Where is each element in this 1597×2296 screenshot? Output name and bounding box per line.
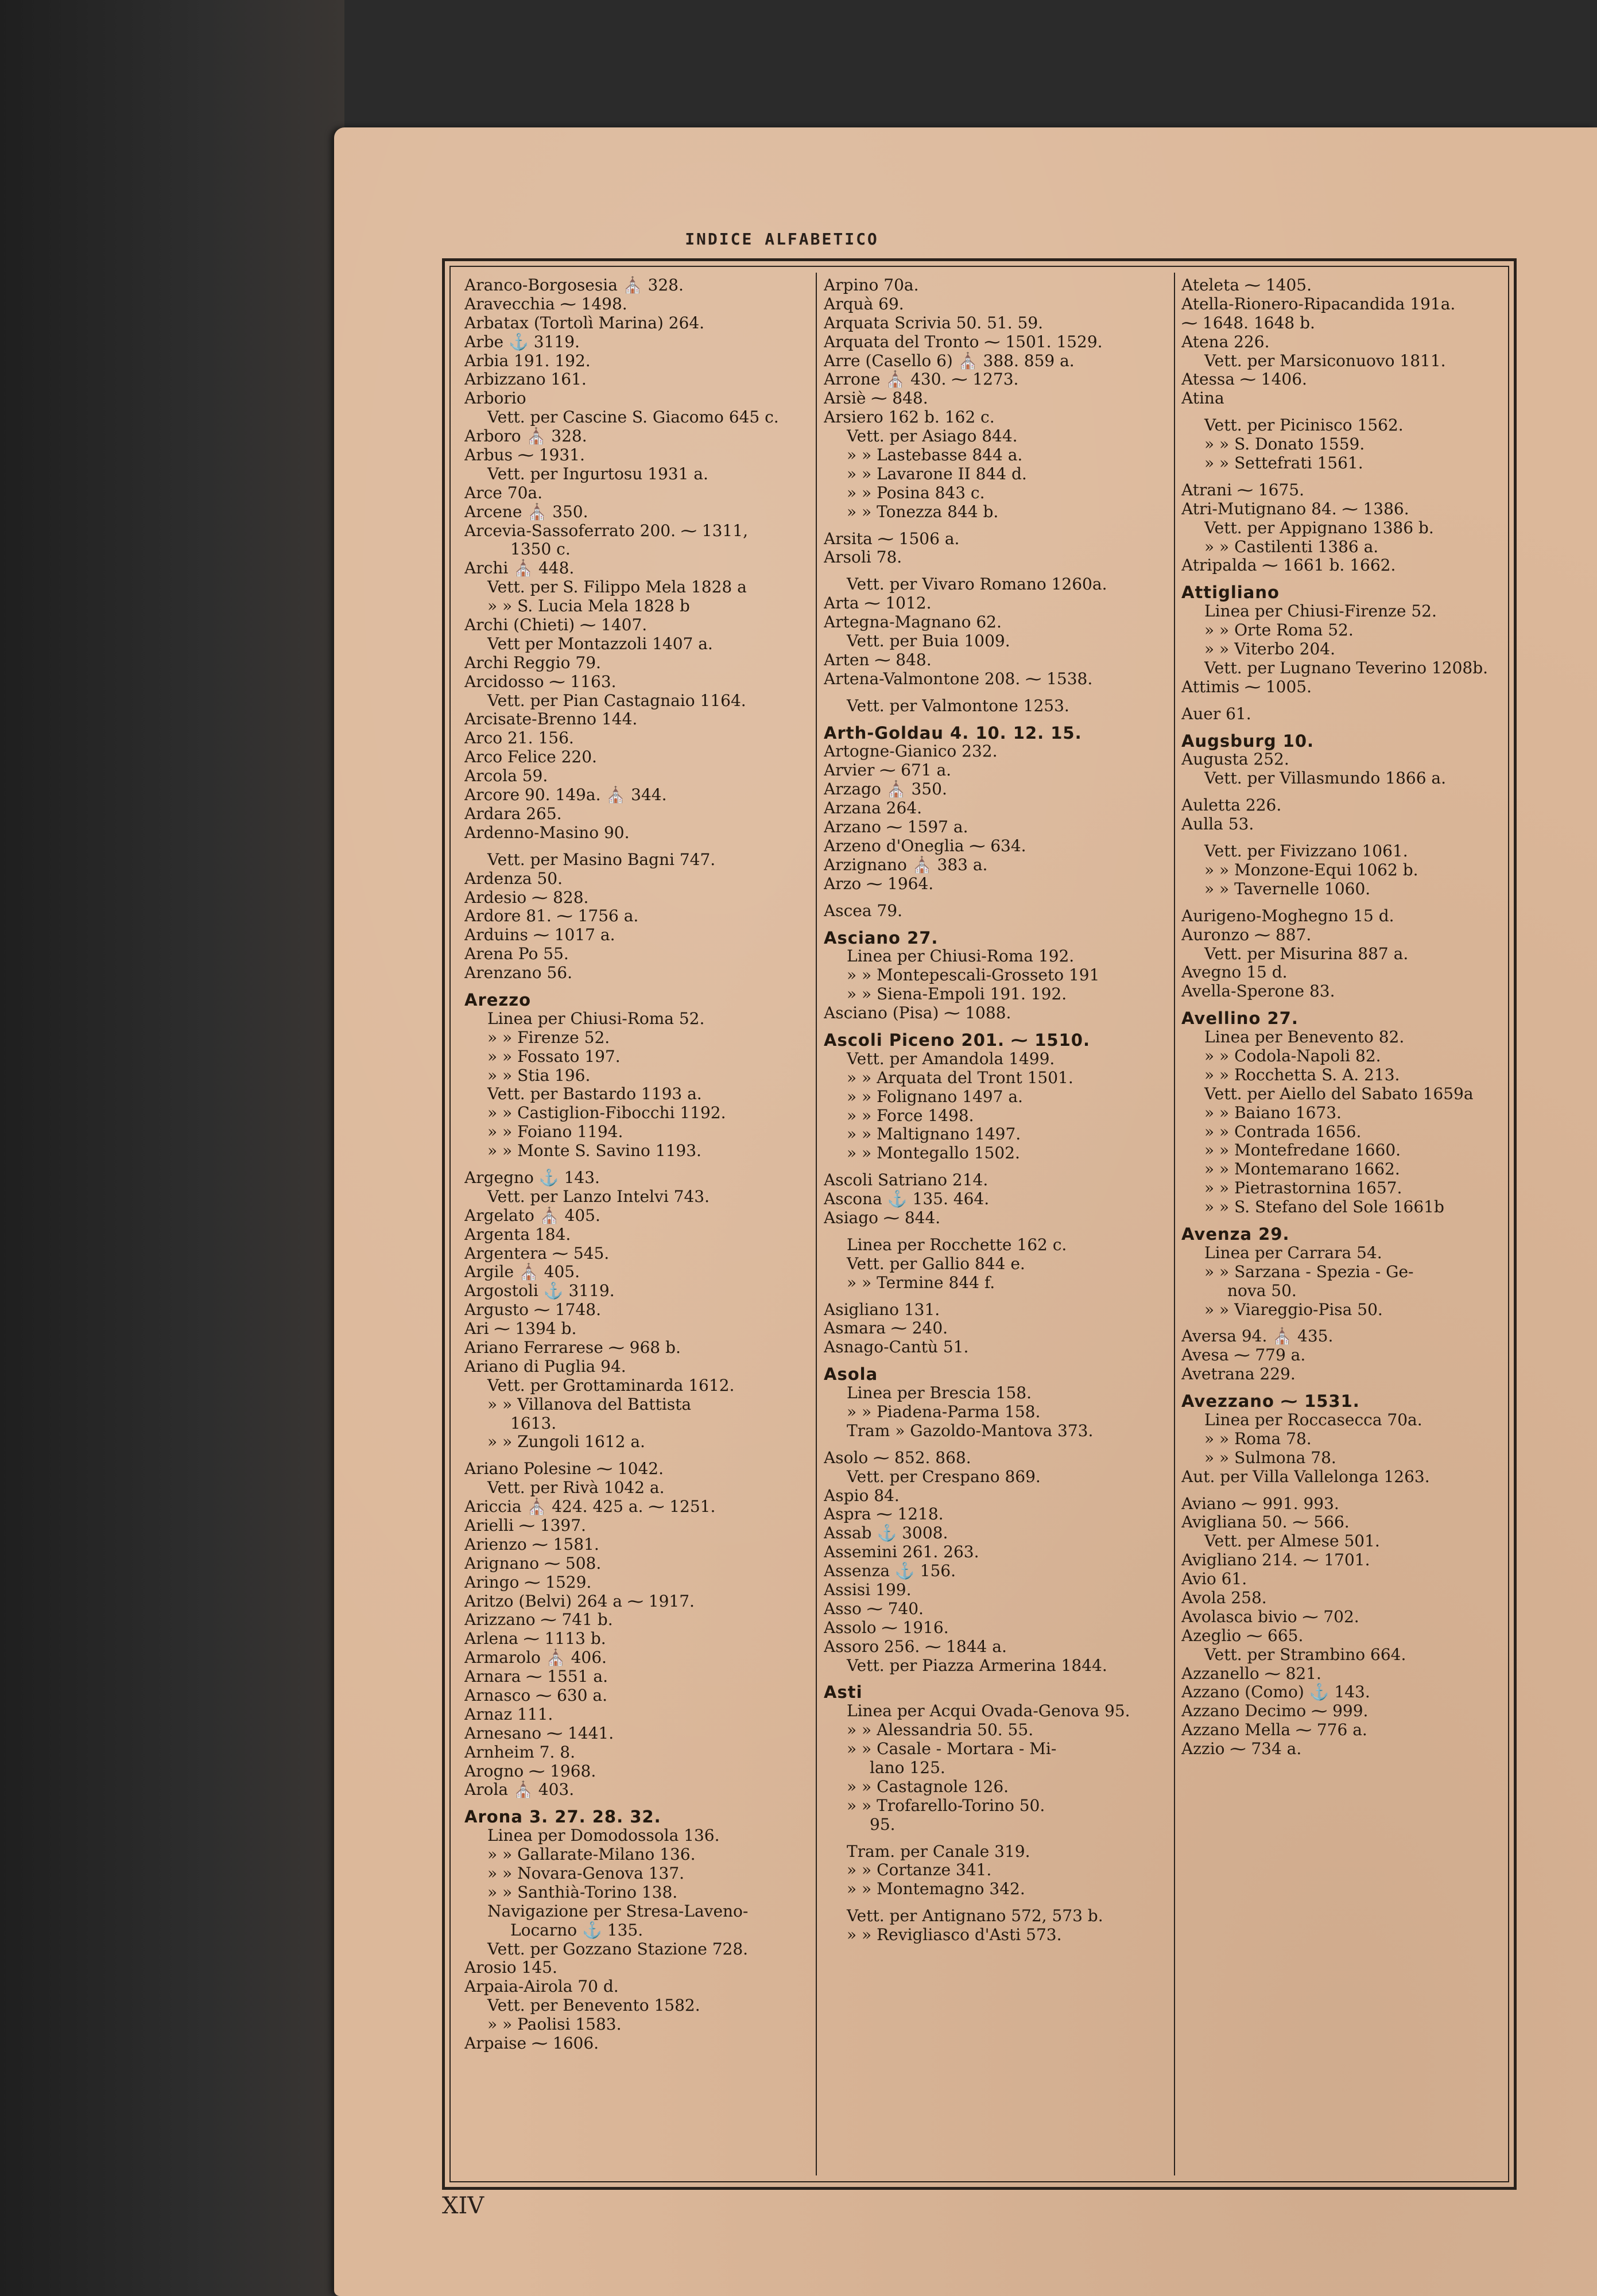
index-entry: Arcevia-Sassoferrato 200. ⁓ 1311, — [464, 521, 748, 540]
index-entry: Archi (Chieti) ⁓ 1407. — [464, 616, 648, 635]
index-entry: Aviano ⁓ 991. 993. — [1181, 1494, 1339, 1513]
index-entry: Atrani ⁓ 1675. — [1181, 480, 1305, 499]
index-entry: Argenta 184. — [464, 1225, 571, 1244]
index-entry: Ardenno-Masino 90. — [464, 823, 630, 842]
index-entry: Navigazione per Stresa-Laveno- — [487, 1902, 749, 1921]
index-entry: Arona 3. 27. 28. 32. — [464, 1808, 661, 1827]
index-entry: Arduins ⁓ 1017 a. — [464, 926, 615, 945]
index-entry: Avezzano ⁓ 1531. — [1181, 1392, 1360, 1411]
index-entry: Arsita ⁓ 1506 a. — [824, 529, 960, 548]
index-entry: » » Zungoli 1612 a. — [487, 1433, 645, 1452]
index-entry: Arce 70a. — [464, 483, 542, 502]
index-entry: » » Piadena-Parma 158. — [847, 1402, 1041, 1421]
index-entry: Ariccia ⛪ 424. 425 a. ⁓ 1251. — [464, 1498, 716, 1517]
index-entry: Ardenza 50. — [464, 869, 563, 888]
index-entry: Avella-Sperone 83. — [1181, 982, 1335, 1001]
index-entry: Asola — [824, 1365, 878, 1384]
index-entry: Vett. per Picinisco 1562. — [1204, 416, 1404, 435]
document-page — [334, 127, 1597, 2296]
index-entry: 95. — [870, 1815, 896, 1834]
index-entry: Assenza ⚓ 156. — [824, 1562, 956, 1581]
index-entry: » » S. Lucia Mela 1828 b — [487, 597, 690, 616]
index-entry: Ardara 265. — [464, 804, 562, 823]
index-entry: » » Montegallo 1502. — [847, 1144, 1020, 1163]
index-entry: Vett. per Valmontone 1253. — [847, 696, 1069, 715]
index-entry: Vett. per Bastardo 1193 a. — [487, 1085, 702, 1104]
index-entry: Avio 61. — [1181, 1570, 1247, 1589]
index-entry: Avetrana 229. — [1181, 1365, 1296, 1384]
column-divider — [1174, 273, 1175, 2175]
index-entry: Artogne-Gianico 232. — [824, 742, 998, 761]
index-entry: Arbizzano 161. — [464, 370, 587, 389]
index-entry: Arenzano 56. — [464, 964, 572, 983]
index-entry: Asnago-Cantù 51. — [824, 1338, 969, 1357]
index-entry: 1613. — [510, 1414, 557, 1433]
index-entry: Avigliano 214. ⁓ 1701. — [1181, 1551, 1370, 1570]
index-column-2 — [824, 276, 1162, 1945]
index-entry: Ariano Ferrarese ⁓ 968 b. — [464, 1338, 681, 1357]
index-entry: Vett. per Buia 1009. — [847, 632, 1010, 651]
index-entry: Arten ⁓ 848. — [824, 650, 932, 669]
index-entry: » » Viareggio-Pisa 50. — [1204, 1300, 1383, 1319]
index-entry: Vett. per Rivà 1042 a. — [487, 1479, 665, 1498]
index-entry: Atri-Mutignano 84. ⁓ 1386. — [1181, 499, 1409, 518]
index-entry: » » Foiano 1194. — [487, 1123, 623, 1142]
index-entry: Vett. per Crespano 869. — [847, 1467, 1041, 1486]
index-entry: Arre (Casello 6) ⛪ 388. 859 a. — [824, 351, 1075, 370]
index-entry: Arpaia-Airola 70 d. — [464, 1977, 619, 1996]
index-entry: Arboro ⛪ 328. — [464, 427, 587, 446]
index-entry: Augsburg 10. — [1181, 731, 1315, 751]
index-column-1 — [464, 276, 803, 2053]
index-entry: Asti — [824, 1683, 863, 1702]
index-entry: » » Contrada 1656. — [1204, 1122, 1362, 1141]
index-entry: Ardore 81. ⁓ 1756 a. — [464, 907, 639, 926]
index-entry: Arnesano ⁓ 1441. — [464, 1724, 614, 1743]
index-entry: Tram. per Canale 319. — [847, 1842, 1030, 1861]
index-entry: » » Casale - Mortara - Mi- — [847, 1740, 1057, 1759]
index-entry: Linea per Chiusi-Roma 192. — [847, 947, 1075, 966]
index-entry: » » Roma 78. — [1204, 1429, 1312, 1448]
index-entry: Vett. per Asiago 844. — [847, 427, 1018, 446]
index-entry: Ascea 79. — [824, 901, 902, 920]
index-entry: Assemini 261. 263. — [824, 1543, 979, 1562]
index-entry: Vett. per Gozzano Stazione 728. — [487, 1940, 749, 1958]
index-entry: Vett. per Almese 501. — [1204, 1532, 1380, 1551]
index-entry: Avenza 29. — [1181, 1224, 1290, 1244]
index-entry: » » Montefredane 1660. — [1204, 1141, 1401, 1160]
index-entry: Arbatax (Tortolì Marina) 264. — [464, 313, 705, 332]
index-entry: Arezzo — [464, 990, 532, 1010]
column-divider — [816, 273, 817, 2175]
index-entry: Linea per Carrara 54. — [1204, 1243, 1382, 1262]
index-entry: Asso ⁓ 740. — [824, 1599, 924, 1618]
index-entry: Artegna-Magnano 62. — [824, 613, 1002, 632]
index-entry: Vett. per S. Filippo Mela 1828 a — [487, 578, 747, 597]
index-entry: Argusto ⁓ 1748. — [464, 1301, 601, 1320]
index-entry: Armarolo ⛪ 406. — [464, 1649, 607, 1667]
index-entry: Locarno ⚓ 135. — [510, 1921, 644, 1940]
index-entry: Arbe ⚓ 3119. — [464, 332, 580, 351]
index-entry: » » Trofarello-Torino 50. — [847, 1796, 1045, 1815]
index-entry: » » Santhià-Torino 138. — [487, 1883, 678, 1902]
index-entry: » » Force 1498. — [847, 1106, 974, 1125]
index-entry: Arvier ⁓ 671 a. — [824, 761, 952, 780]
index-entry: Attimis ⁓ 1005. — [1181, 677, 1312, 696]
index-entry: » » Montepescali-Grosseto 191 — [847, 966, 1100, 985]
index-entry: Vett. per Piazza Armerina 1844. — [847, 1656, 1107, 1675]
index-entry: » » Gallarate-Milano 136. — [487, 1845, 696, 1864]
index-entry: Assab ⚓ 3008. — [824, 1524, 948, 1543]
index-entry: Arquà 69. — [824, 294, 904, 313]
index-entry: Avigliana 50. ⁓ 566. — [1181, 1513, 1350, 1532]
index-entry: Arignano ⁓ 508. — [464, 1554, 602, 1573]
index-entry: Auer 61. — [1181, 704, 1251, 723]
index-entry: Azzano Decimo ⁓ 999. — [1181, 1702, 1369, 1721]
index-entry: » » Termine 844 f. — [847, 1273, 995, 1292]
index-entry: Aspra ⁓ 1218. — [824, 1505, 944, 1524]
index-entry: nova 50. — [1227, 1281, 1297, 1300]
index-entry: Avesa ⁓ 779 a. — [1181, 1346, 1306, 1365]
index-entry: » » Orte Roma 52. — [1204, 621, 1354, 640]
index-entry: » » Viterbo 204. — [1204, 640, 1335, 659]
index-entry: Linea per Roccasecca 70a. — [1204, 1410, 1422, 1429]
index-entry: Linea per Chiusi-Roma 52. — [487, 1009, 705, 1028]
index-entry: Avola 258. — [1181, 1589, 1267, 1607]
index-entry: Aravecchia ⁓ 1498. — [464, 294, 627, 313]
page-number: XIV — [442, 2193, 484, 2219]
index-entry: » » Castiglion-Fibocchi 1192. — [487, 1104, 726, 1123]
index-entry: 1350 c. — [510, 540, 571, 559]
index-entry: Ariano Polesine ⁓ 1042. — [464, 1460, 664, 1479]
index-entry: Vett. per Pian Castagnaio 1164. — [487, 691, 746, 710]
index-entry: Atessa ⁓ 1406. — [1181, 370, 1307, 389]
index-entry: Asiago ⁓ 844. — [824, 1208, 941, 1227]
index-entry: Assolo ⁓ 1916. — [824, 1618, 949, 1637]
index-entry: Attigliano — [1181, 583, 1280, 603]
index-entry: Arco 21. 156. — [464, 729, 574, 748]
index-entry: Aritzo (Belvi) 264 a ⁓ 1917. — [464, 1592, 695, 1611]
index-entry: Aurigeno-Moghegno 15 d. — [1181, 906, 1394, 925]
index-entry: Argentera ⁓ 545. — [464, 1244, 610, 1263]
index-entry: Ari ⁓ 1394 b. — [464, 1320, 577, 1339]
index-entry: Linea per Domodossola 136. — [487, 1826, 720, 1845]
index-entry: » » Stia 196. — [487, 1066, 591, 1085]
index-entry: Arena Po 55. — [464, 945, 569, 964]
index-entry: Asolo ⁓ 852. 868. — [824, 1448, 971, 1467]
index-entry: » » Fossato 197. — [487, 1047, 621, 1066]
index-entry: » » Castagnole 126. — [847, 1777, 1009, 1796]
index-entry: Arrone ⛪ 430. ⁓ 1273. — [824, 370, 1019, 389]
index-entry: Aringo ⁓ 1529. — [464, 1573, 592, 1592]
index-entry: Tram » Gazoldo-Mantova 373. — [847, 1421, 1094, 1440]
index-entry: » » Settefrati 1561. — [1204, 454, 1363, 473]
index-entry: Aulla 53. — [1181, 815, 1254, 834]
index-entry: » » Maltignano 1497. — [847, 1125, 1021, 1144]
index-entry: Vett. per Masino Bagni 747. — [487, 850, 716, 869]
index-entry: Vett. per Lanzo Intelvi 743. — [487, 1187, 710, 1206]
index-entry: » » Folignano 1497 a. — [847, 1087, 1023, 1106]
index-entry: Arpino 70a. — [824, 276, 919, 294]
index-entry: Vett. per Villasmundo 1866 a. — [1204, 769, 1447, 788]
index-entry: Arco Felice 220. — [464, 748, 597, 767]
page-header: INDICE ALFABETICO — [685, 230, 879, 249]
index-entry: » » Novara-Genova 137. — [487, 1864, 685, 1883]
index-entry: Arpaise ⁓ 1606. — [464, 2034, 599, 2053]
index-entry: Vett. per Appignano 1386 b. — [1204, 518, 1434, 537]
index-entry: Arsiè ⁓ 848. — [824, 389, 928, 408]
index-entry: Vett. per Antignano 572, 573 b. — [847, 1907, 1103, 1926]
index-entry: lano 125. — [870, 1759, 945, 1778]
index-entry: Linea per Acqui Ovada-Genova 95. — [847, 1702, 1130, 1721]
index-entry: Atena 226. — [1181, 332, 1270, 351]
index-entry: Vett. per Amandola 1499. — [847, 1049, 1055, 1068]
index-entry: Vett. per Strambino 664. — [1204, 1645, 1406, 1664]
index-entry: » » Monte S. Savino 1193. — [487, 1142, 701, 1161]
index-entry: Ascoli Piceno 201. ⁓ 1510. — [824, 1030, 1090, 1050]
index-entry: Arsoli 78. — [824, 548, 902, 567]
index-entry: Arth-Goldau 4. 10. 12. 15. — [824, 723, 1082, 743]
index-entry: » » Revigliasco d'Asti 573. — [847, 1926, 1062, 1945]
index-entry: Linea per Chiusi-Firenze 52. — [1204, 602, 1437, 621]
index-entry: » » Montemagno 342. — [847, 1880, 1025, 1899]
index-entry: Aut. per Villa Vallelonga 1263. — [1181, 1467, 1430, 1486]
index-entry: Asigliano 131. — [824, 1300, 940, 1319]
index-entry: Argile ⛪ 405. — [464, 1263, 580, 1282]
index-entry: Arizzano ⁓ 741 b. — [464, 1611, 613, 1630]
index-entry: Arzano ⁓ 1597 a. — [824, 818, 968, 837]
index-entry: Arzeno d'Oneglia ⁓ 634. — [824, 836, 1026, 855]
index-entry: » » Tavernelle 1060. — [1204, 879, 1371, 898]
index-entry: » » Posina 843 c. — [847, 483, 985, 502]
index-entry: Atina — [1181, 389, 1224, 408]
index-entry: Arquata del Tronto ⁓ 1501. 1529. — [824, 332, 1103, 351]
index-entry: Arnara ⁓ 1551 a. — [464, 1667, 608, 1686]
index-entry: » » S. Donato 1559. — [1204, 435, 1365, 454]
index-entry: Ascoli Satriano 214. — [824, 1171, 989, 1190]
index-entry: Arola ⛪ 403. — [464, 1781, 575, 1799]
index-entry: Vett. per Fivizzano 1061. — [1204, 842, 1408, 861]
index-entry: Arienzo ⁓ 1581. — [464, 1535, 599, 1554]
index-entry: Argegno ⚓ 143. — [464, 1168, 600, 1187]
index-entry: Aranco-Borgosesia ⛪ 328. — [464, 276, 684, 294]
index-entry: Arcola 59. — [464, 767, 548, 786]
index-entry: Azzanello ⁓ 821. — [1181, 1664, 1321, 1683]
index-entry: Ascona ⚓ 135. 464. — [824, 1190, 990, 1209]
index-entry: Arzignano ⛪ 383 a. — [824, 855, 988, 874]
index-entry: Aversa 94. ⛪ 435. — [1181, 1327, 1334, 1346]
index-entry: Arsiero 162 b. 162 c. — [824, 408, 995, 427]
index-entry: Assoro 256. ⁓ 1844 a. — [824, 1637, 1007, 1656]
index-entry: » » Pietrastornina 1657. — [1204, 1179, 1402, 1198]
index-entry: Vett. per Cascine S. Giacomo 645 c. — [487, 408, 779, 427]
index-entry: Atella-Rionero-Ripacandida 191a. — [1181, 294, 1456, 313]
index-entry: Arzana 264. — [824, 799, 922, 818]
index-entry: Aspio 84. — [824, 1486, 900, 1505]
index-entry: Arnheim 7. 8. — [464, 1743, 575, 1762]
index-entry: Arbus ⁓ 1931. — [464, 446, 585, 465]
index-entry: Ateleta ⁓ 1405. — [1181, 276, 1312, 294]
index-entry: » » Arquata del Tront 1501. — [847, 1068, 1073, 1087]
index-entry: Vett. per Grottaminarda 1612. — [487, 1376, 735, 1395]
index-entry: Vett. per Benevento 1582. — [487, 1996, 700, 2015]
index-entry: Arogno ⁓ 1968. — [464, 1762, 596, 1781]
index-entry: Argelato ⛪ 405. — [464, 1206, 600, 1225]
index-entry: » » S. Stefano del Sole 1661b — [1204, 1198, 1444, 1217]
background-left — [0, 0, 344, 2296]
index-entry: » » Lavarone II 844 d. — [847, 464, 1027, 483]
index-entry: Arnasco ⁓ 630 a. — [464, 1686, 607, 1705]
index-entry: » » Villanova del Battista — [487, 1395, 692, 1414]
index-entry: Linea per Brescia 158. — [847, 1384, 1032, 1403]
index-entry: Arcidosso ⁓ 1163. — [464, 672, 617, 691]
index-entry: Arborio — [464, 389, 526, 408]
index-entry: Avellino 27. — [1181, 1009, 1298, 1029]
index-entry: Vett. per Marsiconuovo 1811. — [1204, 351, 1446, 370]
index-entry: Augusta 252. — [1181, 750, 1289, 769]
index-entry: » » Montemarano 1662. — [1204, 1160, 1400, 1179]
index-entry: » » Lastebasse 844 a. — [847, 446, 1023, 465]
index-entry: Linea per Rocchette 162 c. — [847, 1235, 1067, 1254]
index-entry: Ariano di Puglia 94. — [464, 1357, 626, 1376]
index-entry: Assisi 199. — [824, 1581, 912, 1599]
index-entry: » » Cortanze 341. — [847, 1861, 992, 1880]
index-entry: Vett. per Ingurtosu 1931 a. — [487, 464, 708, 483]
index-entry: Avolasca bivio ⁓ 702. — [1181, 1607, 1359, 1626]
index-column-3 — [1181, 276, 1512, 1759]
index-entry: Azzio ⁓ 734 a. — [1181, 1740, 1302, 1759]
index-entry: Vett. per Aiello del Sabato 1659a — [1204, 1084, 1474, 1103]
index-entry: Archi Reggio 79. — [464, 653, 601, 672]
index-entry: » » Sulmona 78. — [1204, 1448, 1336, 1467]
index-entry: Argostoli ⚓ 3119. — [464, 1282, 615, 1301]
index-entry: Auronzo ⁓ 887. — [1181, 925, 1312, 944]
index-entry: Artena-Valmontone 208. ⁓ 1538. — [824, 669, 1093, 688]
index-entry: Vett. per Gallio 844 e. — [847, 1254, 1025, 1273]
index-entry: Azzano (Como) ⚓ 143. — [1181, 1683, 1370, 1702]
index-entry: ⁓ 1648. 1648 b. — [1181, 313, 1315, 332]
index-entry: Arzago ⛪ 350. — [824, 780, 947, 799]
index-entry: Asciano 27. — [824, 928, 939, 948]
index-entry: Azeglio ⁓ 665. — [1181, 1626, 1304, 1645]
index-entry: Arielli ⁓ 1397. — [464, 1517, 586, 1535]
index-entry: Arcene ⛪ 350. — [464, 502, 588, 521]
index-entry: » » Alessandria 50. 55. — [847, 1721, 1034, 1740]
index-entry: » » Tonezza 844 b. — [847, 502, 999, 521]
index-entry: Arcore 90. 149a. ⛪ 344. — [464, 786, 667, 805]
index-frame — [442, 258, 1517, 2190]
index-entry: Arquata Scrivia 50. 51. 59. — [824, 313, 1044, 332]
index-entry: » » Castilenti 1386 a. — [1204, 537, 1379, 556]
index-entry: » » Codola-Napoli 82. — [1204, 1046, 1381, 1065]
index-entry: Auletta 226. — [1181, 796, 1282, 815]
index-entry: Vett. per Misurina 887 a. — [1204, 944, 1409, 963]
index-entry: Linea per Benevento 82. — [1204, 1028, 1405, 1047]
index-entry: Archi ⛪ 448. — [464, 559, 575, 578]
index-entry: Avegno 15 d. — [1181, 963, 1288, 982]
index-entry: Asciano (Pisa) ⁓ 1088. — [824, 1004, 1011, 1023]
index-entry: » » Firenze 52. — [487, 1028, 610, 1047]
index-entry: » » Sarzana - Spezia - Ge- — [1204, 1262, 1414, 1281]
index-entry: » » Rocchetta S. A. 213. — [1204, 1065, 1400, 1084]
index-entry: Asmara ⁓ 240. — [824, 1319, 948, 1338]
index-entry: Arnaz 111. — [464, 1705, 553, 1724]
index-entry: » » Monzone-Equi 1062 b. — [1204, 860, 1418, 879]
index-entry: Vett per Montazzoli 1407 a. — [487, 634, 713, 653]
index-entry: Arta ⁓ 1012. — [824, 594, 932, 613]
index-entry: Azzano Mella ⁓ 776 a. — [1181, 1721, 1367, 1740]
index-entry: Arbia 191. 192. — [464, 351, 591, 370]
index-entry: Arlena ⁓ 1113 b. — [464, 1630, 606, 1649]
index-entry: Arcisate-Brenno 144. — [464, 710, 638, 729]
index-entry: Ardesio ⁓ 828. — [464, 888, 589, 907]
index-entry: » » Baiano 1673. — [1204, 1103, 1342, 1122]
index-entry: Atripalda ⁓ 1661 b. 1662. — [1181, 556, 1396, 575]
index-entry: Arzo ⁓ 1964. — [824, 874, 934, 893]
index-entry: Vett. per Lugnano Teverino 1208b. — [1204, 658, 1489, 677]
index-entry: » » Paolisi 1583. — [487, 2015, 622, 2034]
index-entry: Vett. per Vivaro Romano 1260a. — [847, 575, 1107, 594]
index-entry: » » Siena-Empoli 191. 192. — [847, 985, 1067, 1004]
index-entry: Arosio 145. — [464, 1958, 557, 1977]
